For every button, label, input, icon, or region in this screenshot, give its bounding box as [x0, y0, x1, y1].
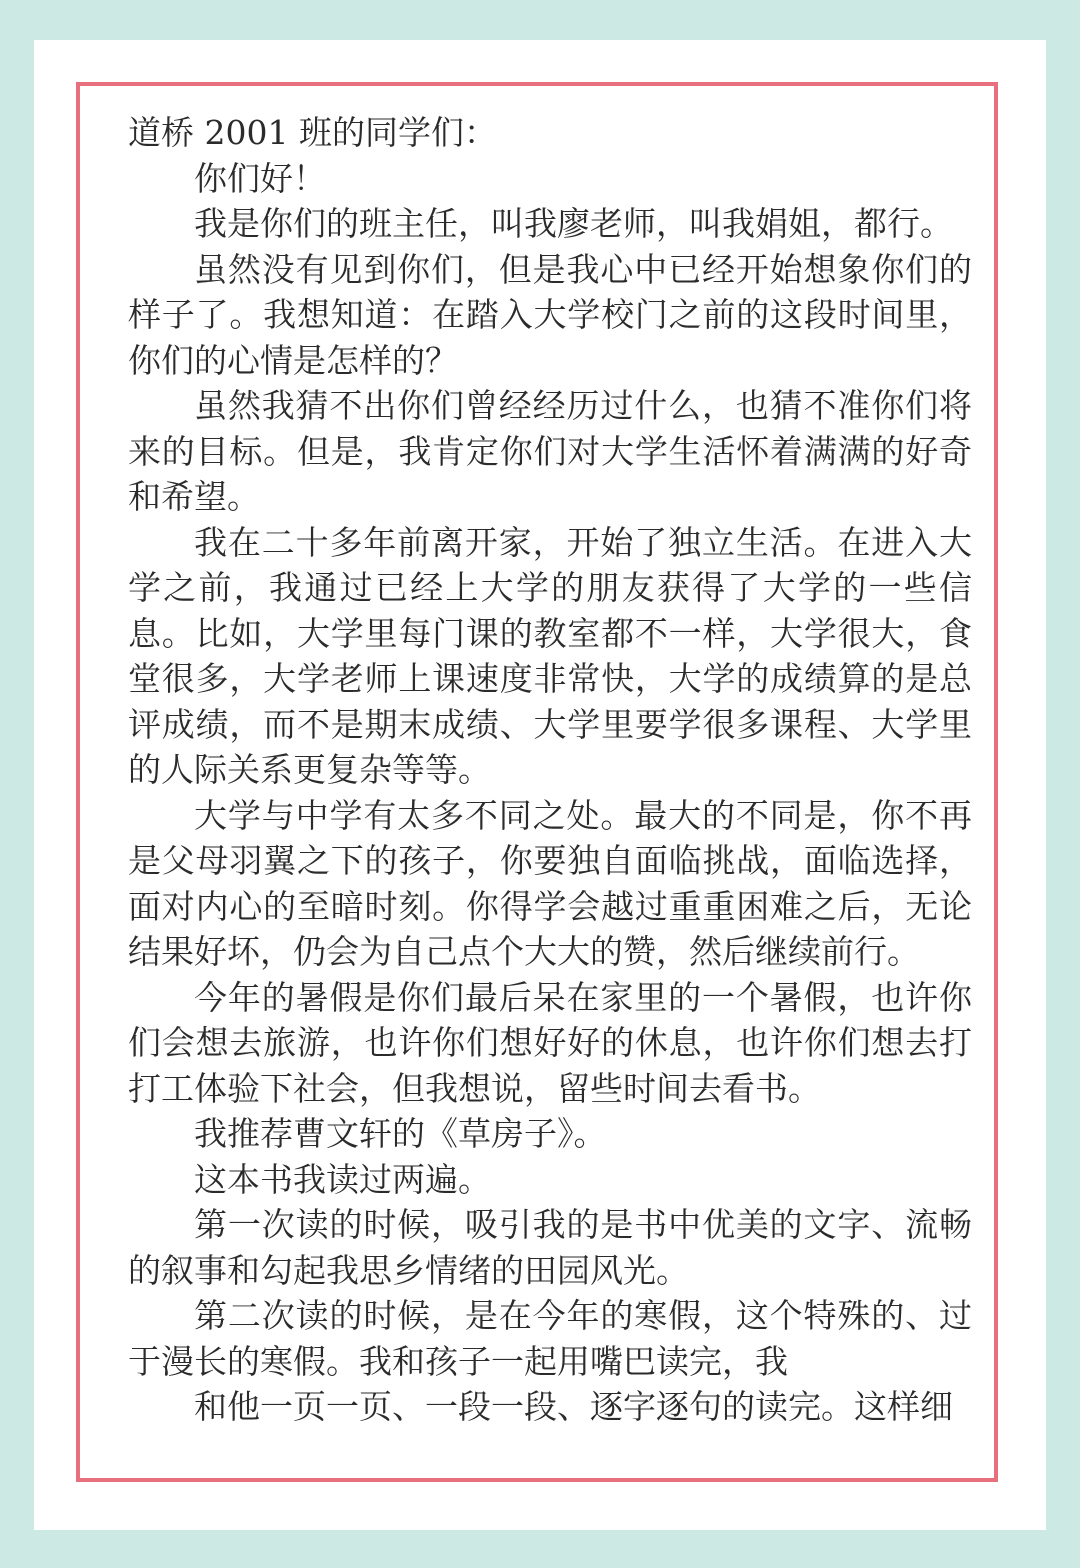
- letter-paragraph: 和他一页一页、一段一段、逐字逐句的读完。这样细: [194, 1387, 953, 1426]
- letter-sheet: [34, 40, 1046, 1530]
- letter-paragraph: 今年的暑假是你们最后呆在家里的一个暑假，也许你们会想去旅游，也许你们想好好的休息，也许你们想去打打工体验下社会，但我想说，留些时间去看书。: [128, 977, 972, 1108]
- letter-paragraph: 这本书我读过两遍。: [194, 1159, 491, 1199]
- letter-paragraph: 第一次读的时候，吸引我的是书中优美的文字、流畅的叙事和勾起我思乡情绪的田园风光。: [128, 1205, 972, 1290]
- letter-paragraph: 虽然没有见到你们，但是我心中已经开始想象你们的样子了。我想知道：在踏入大学校门之前的这段时间里，你们的心情是怎样的？: [128, 249, 972, 380]
- pink-border-frame: [76, 82, 998, 1482]
- letter-paragraph: 大学与中学有太多不同之处。最大的不同是，你不再是父母羽翼之下的孩子，你要独自面临挑战，面临选择，面对内心的至暗时刻。你得学会越过重重困难之后，无论结果好坏，仍会为自己点个大大的赞，然后继续前行。: [128, 795, 972, 971]
- letter-paragraph: 虽然我猜不出你们曾经经历过什么，也猜不准你们将来的目标。但是，我肯定你们对大学生活怀着满满的好奇和希望。: [128, 386, 972, 516]
- letter-paragraph: 我是你们的班主任，叫我廖老师，叫我娟姐，都行。: [194, 204, 953, 243]
- letter-paragraph: 你们好！: [194, 158, 326, 198]
- letter-body: [128, 110, 972, 1436]
- letter-paragraph: 我在二十多年前离开家，开始了独立生活。在进入大学之前，我通过已经上大学的朋友获得了大学的一些信息。比如，大学里每门课的教室都不一样，大学很大，食堂很多，大学老师上课速度非常快，大学的成绩算的是总评成绩，而不是期末成绩、大学里要学很多课程、大学里的人际关系更复杂等等。: [128, 522, 972, 789]
- letter-paragraph: 我推荐曹文轩的《草房子》。: [194, 1114, 607, 1153]
- letter-paragraph: 第二次读的时候，是在今年的寒假，这个特殊的、过于漫长的寒假。我和孩子一起用嘴巴读完，我: [128, 1296, 972, 1381]
- letter-salutation: 道桥 2001 班的同学们：: [128, 113, 497, 152]
